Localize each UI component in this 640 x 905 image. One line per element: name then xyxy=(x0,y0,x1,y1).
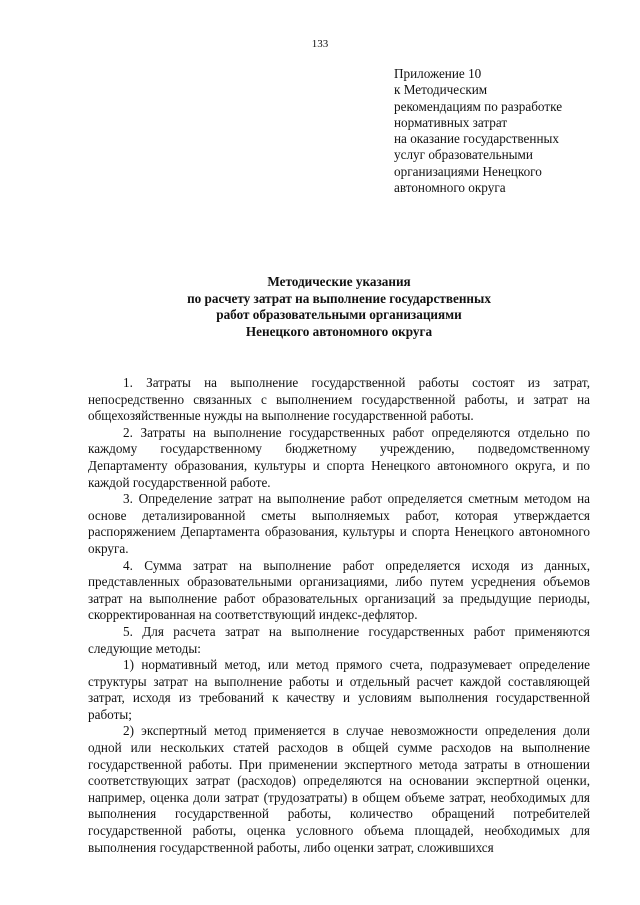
appendix-line: автономного округа xyxy=(394,180,506,196)
paragraph-5: 5. Для расчета затрат на выполнение государственных работ применяются следующие методы: xyxy=(88,623,590,656)
document-body xyxy=(88,375,590,856)
title-line: по расчету затрат на выполнение государственных xyxy=(187,290,491,306)
appendix-line: на оказание государственных xyxy=(394,131,559,147)
paragraph-4: 4. Сумма затрат на выполнение работ определяется исходя из данных, представленных образовательными организациями, либо путем усреднения объемов затрат на выполнение работ образовательных организаций за предыдущие периоды, скорректированная на соответствующий индекс-дефлятор. xyxy=(88,557,590,623)
title-line: Методические указания xyxy=(267,274,411,289)
appendix-line: нормативных затрат xyxy=(394,114,508,130)
title-line: работ образовательными организациями xyxy=(216,307,462,323)
page-number: 133 xyxy=(311,38,329,50)
appendix-line: организациями Ненецкого xyxy=(394,163,542,179)
appendix-line: услуг образовательными xyxy=(394,147,533,163)
appendix-line: к Методическим xyxy=(394,82,488,98)
paragraph-2: 2. Затраты на выполнение государственных работ определяются отдельно по каждому государственному бюджетному учреждению, подведомственному Департаменту образования, культуры и спорта Ненецкого автономного округа, и по каждой государственной работе. xyxy=(88,424,590,490)
appendix-line: Приложение 10 xyxy=(394,66,482,81)
document-title xyxy=(88,274,590,340)
paragraph-5-item-2: 2) экспертный метод применяется в случае невозможности определения доли одной или нескольких статей расходов в общей сумме расходов на выполнение государственной работы. При применении экспертного метода затраты в отношении соответствующих затрат (расходов) определяются на основании экспертной оценки, например, оценка доли затрат (трудозатраты) в общем объеме затрат, необходимых для выполнения государственной работы, количество обращений потребителей государственной работы, оценка условного объема площадей, необходимых для выполнения государственной работы, либо оценки затрат, сложившихся xyxy=(88,723,590,855)
title-line: Ненецкого автономного округа xyxy=(245,323,433,339)
paragraph-1: 1. Затраты на выполнение государственной работы состоят из затрат, непосредственно связанных с выполнением государственной работы, и затрат на общехозяйственные нужды на выполнение государственной работы. xyxy=(88,375,590,424)
appendix-line: рекомендациям по разработке xyxy=(394,98,563,114)
paragraph-3: 3. Определение затрат на выполнение работ определяется сметным методом на основе детализированной сметы выполняемых работ, которая утверждается распоряжением Департамента образования, культуры и спорта Ненецкого автономного округа. xyxy=(88,491,590,556)
appendix-header xyxy=(394,66,624,196)
paragraph-5-item-1: 1) нормативный метод, или метод прямого счета, подразумевает определение структуры затрат на выполнение работы и отдельный расчет каждой составляющей затрат, исходя из требований к качеству и условиям выполнения государственной работы; xyxy=(88,657,590,722)
